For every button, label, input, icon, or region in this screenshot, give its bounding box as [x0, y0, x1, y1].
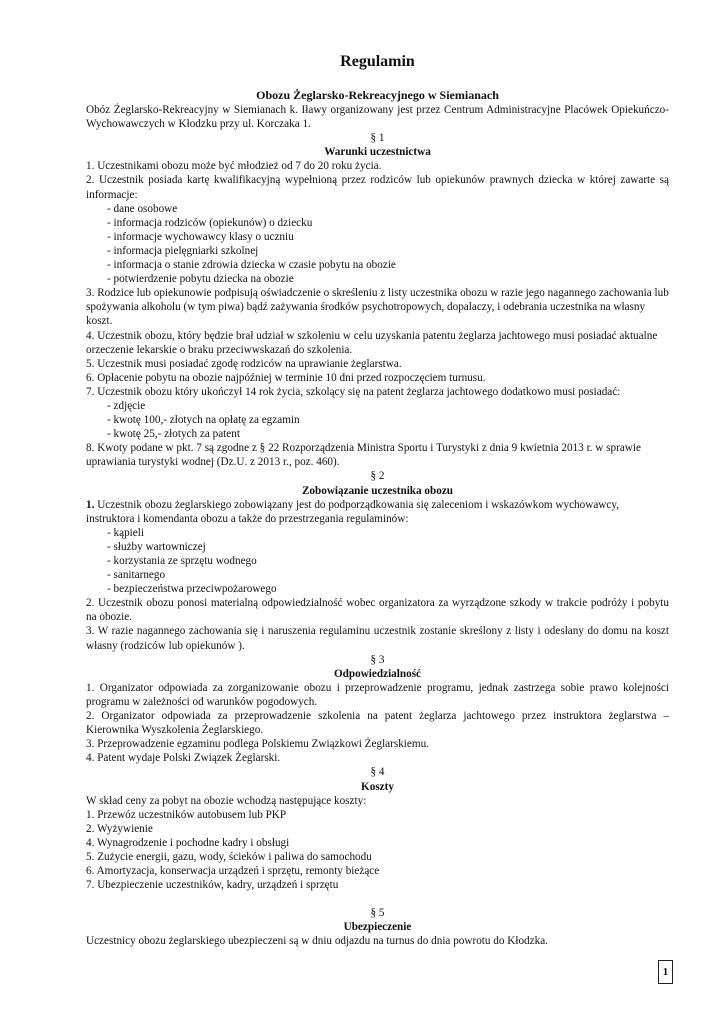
- s1-paragraph-5: 5. Uczestnik musi posiadać zgodę rodziców na uprawianie żeglarstwa.: [86, 357, 402, 370]
- s4-intro: W skład ceny za pobyt na obozie wchodzą następujące koszty:: [86, 794, 367, 807]
- spacer: [86, 892, 669, 906]
- s3-paragraph-1: 1. Organizator odpowiada za zorganizowanie obozu i przeprowadzenie programu, jednak zastrzega sobie prawo kolejności programu w zależności od warunków pogodowych.: [86, 681, 669, 708]
- s2-list-item: - służby wartowniczej: [107, 540, 206, 553]
- s2-list-item: - bezpieczeństwa przeciwpożarowego: [107, 583, 277, 596]
- s1-list-item: - dane osobowe: [107, 202, 178, 215]
- s4-cost-item: 1. Przewóz uczestników autobusem lub PKP: [86, 808, 287, 821]
- s1-list-item: - potwierdzenie pobytu dziecka na obozie: [107, 273, 294, 286]
- s1-list-item: - kwotę 100,- złotych na opłatę za egzamin: [107, 414, 300, 427]
- s1-paragraph-2: 2. Uczestnik posiada kartę kwalifikacyjną wypełnioną przez rodziców lub opiekunów prawnych dziecka w której zawarte są informacje:: [86, 174, 669, 201]
- s2-list-item: - kąpieli: [107, 526, 144, 539]
- s1-list-item: - informacje wychowawcy klasy o uczniu: [107, 230, 294, 243]
- s3-paragraph-3: 3. Przeprowadzenie egzaminu podlega Polskiemu Związkowi Żeglarskiemu.: [86, 738, 429, 751]
- s1-paragraph-7: 7. Uczestnik obozu który ukończył 14 rok życia, szkolący się na patent żeglarza jachtowego dodatkowo musi posiadać:: [86, 385, 621, 398]
- document-subtitle: Obozu Żeglarsko-Rekreacyjnego w Siemianach: [256, 88, 499, 102]
- s4-cost-item: 6. Amortyzacja, konserwacja urządzeń i sprzętu, remonty bieżące: [86, 865, 380, 878]
- s2-paragraph-1-number: 1.: [86, 498, 95, 511]
- s2-list-item: - korzystania ze sprzętu wodnego: [107, 555, 257, 567]
- s1-list-item: - kwotę 25,- złotych za patent: [107, 428, 240, 441]
- section-4-title: Koszty: [361, 780, 394, 793]
- s2-list-item: - sanitarnego: [107, 569, 166, 582]
- section-1-number: § 1: [370, 132, 385, 145]
- s2-paragraph-1: [86, 498, 669, 526]
- document-title: Regulamin: [340, 53, 415, 70]
- section-4-number: § 4: [370, 766, 385, 779]
- s2-paragraph-1-text: Uczestnik obozu żeglarskiego zobowiązany jest do podporządkowania się zaleceniom i wskazówkom wychowawcy, instruktora i komendanta obozu a także do przestrzegania regulaminów:: [86, 498, 619, 525]
- document-page: [86, 52, 669, 949]
- s2-paragraph-3: 3. W razie nagannego zachowania się i naruszenia regulaminu uczestnik zostanie skreślony z listy i odesłany do domu na koszt własny (rodziców lub opiekunów ).: [86, 625, 669, 652]
- s4-cost-item: 5. Zużycie energii, gazu, wody, ścieków i paliwa do samochodu: [86, 850, 372, 863]
- s4-cost-item: 7. Ubezpieczenie uczestników, kadry, urządzeń i sprzętu: [86, 879, 339, 892]
- s1-paragraph-6: 6. Opłacenie pobytu na obozie najpóźniej w terminie 10 dni przed rozpoczęciem turnusu.: [86, 371, 486, 384]
- section-5-number: § 5: [370, 907, 385, 920]
- s5-paragraph-1: Uczestnicy obozu żeglarskiego ubezpieczeni są w dniu odjazdu na turnus do dnia powrotu do Kłodzka.: [86, 935, 548, 948]
- s1-paragraph-3: 3. Rodzice lub opiekunowie podpisują oświadczenie o skreśleniu z listy uczestnika obozu w razie jego nagannego zachowania lub spożywania alkoholu (w tym piwa) bądź zażywania środków psychotropowych, dopalaczy, i odebrania uczestnika na własny koszt.: [86, 287, 669, 328]
- s1-paragraph-4: 4. Uczestnik obozu, który będzie brał udział w szkoleniu w celu uzyskania patentu żeglarza jachtowego musi posiadać aktualne orzeczenie lekarskie o braku przeciwwskazań do szkolenia.: [86, 329, 658, 356]
- s1-list-item: - zdjęcie: [107, 399, 146, 412]
- intro-paragraph: Obóz Żeglarsko-Rekreacyjny w Siemianach k. Iławy organizowany jest przez Centrum Administracyjne Placówek Opiekuńczo-Wychowawczych w Kłodzku przy ul. Korczaka 1.: [86, 104, 669, 131]
- s1-paragraph-1: 1. Uczestnikami obozu może być młodzież od 7 do 20 roku życia.: [86, 160, 382, 173]
- section-3-number: § 3: [370, 653, 385, 666]
- s1-paragraph-8: 8. Kwoty podane w pkt. 7 są zgodne z § 22 Rozporządzenia Ministra Sportu i Turystyki z dnia 9 kwietnia 2013 r. w sprawie uprawiania turystyki wodnej (Dz.U. z 2013 r., poz. 460).: [86, 442, 641, 469]
- page-number: 1: [658, 960, 673, 984]
- s2-paragraph-2: 2. Uczestnik obozu ponosi materialną odpowiedzialność wobec organizatora za wyrządzone szkody w trakcie podróży i pobytu na obozie.: [86, 597, 669, 624]
- s1-list-item: - informacja pielęgniarki szkolnej: [107, 244, 259, 257]
- section-2-title: Zobowiązanie uczestnika obozu: [301, 484, 454, 497]
- section-1-title: Warunki uczestnictwa: [324, 146, 431, 159]
- section-3-title: Odpowiedzialność: [333, 667, 422, 680]
- s3-paragraph-4: 4. Patent wydaje Polski Związek Żeglarski.: [86, 752, 281, 765]
- section-2-number: § 2: [370, 470, 385, 483]
- s1-list-item: - informacja o stanie zdrowia dziecka w czasie pobytu na obozie: [107, 259, 396, 272]
- section-5-title: Ubezpieczenie: [343, 921, 412, 934]
- s4-cost-item: 2. Wyżywienie: [86, 822, 153, 835]
- s3-paragraph-2: 2. Organizator odpowiada za przeprowadzenie szkolenia na patent żeglarza jachtowego przez instruktora żeglarstwa – Kierownika Wyszkolenia Żeglarskiego.: [86, 710, 669, 737]
- s4-cost-item: 4. Wynagrodzenie i pochodne kadry i obsługi: [86, 836, 290, 849]
- s1-list-item: - informacja rodziców (opiekunów) o dziecku: [107, 216, 313, 229]
